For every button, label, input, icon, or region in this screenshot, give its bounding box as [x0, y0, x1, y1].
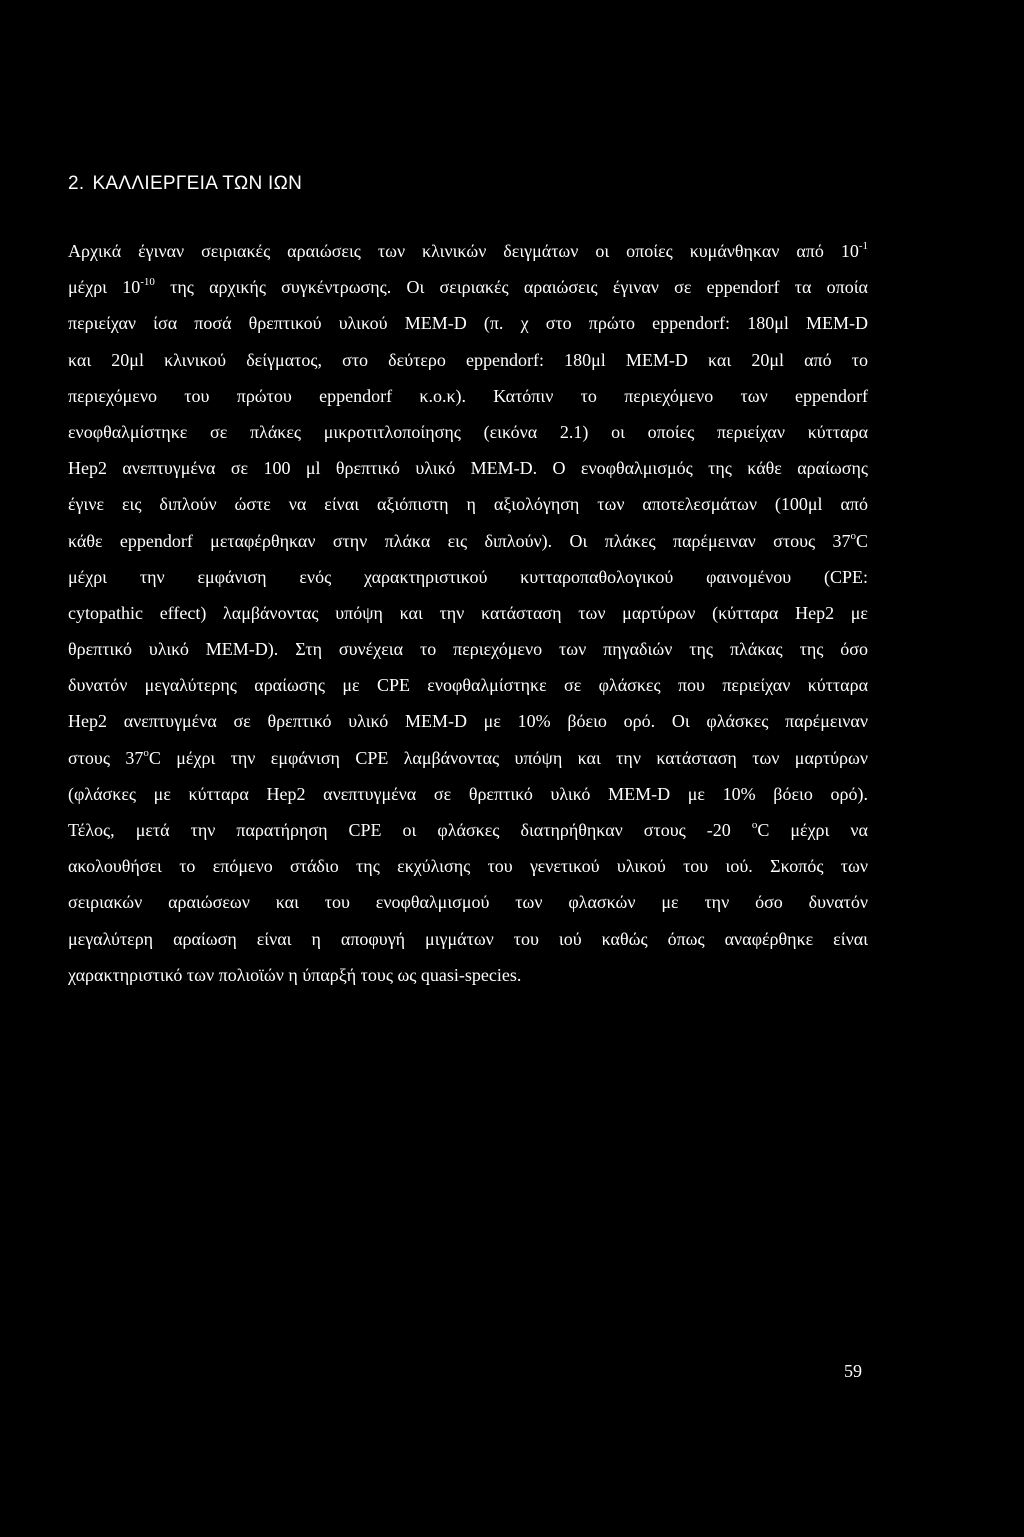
paragraph-line-2-pre: μέχρι 10 — [68, 277, 141, 298]
section-title: ΚΑΛΛΙΕΡΓΕΙΑ ΤΩΝ ΙΩΝ — [92, 173, 303, 194]
section-heading — [68, 173, 302, 195]
paragraph-line-10: μέχρι την εμφάνιση ενός χαρακτηριστικού κυτταροπαθολογικού φαινομένου (CPE: — [68, 566, 868, 587]
exponent-minus-1: -1 — [858, 240, 868, 252]
paragraph-line-1-text: Αρχικά έγιναν σειριακές αραιώσεις των κλινικών δειγμάτων οι οποίες κυμάνθηκαν από 10 — [68, 241, 859, 261]
degree-symbol: o — [751, 819, 758, 831]
paragraph-line-2 — [68, 269, 868, 305]
paragraph-line-12: θρεπτικό υλικό MEM-D). Στη συνέχεια το περιεχόμενο των πηγαδιών της πλάκας της όσο — [68, 639, 868, 660]
paragraph-line-15-post: C μέχρι την εμφάνιση CPE λαμβάνοντας υπόψη και την κατάσταση των μαρτύρων — [148, 747, 868, 768]
paragraph-line-17-post: C μέχρι να — [757, 820, 868, 840]
paragraph-line-11: cytopathic effect) λαμβάνοντας υπόψη και την κατάσταση των μαρτύρων (κύτταρα Hep2 με — [68, 602, 868, 623]
exponent-minus-10: -10 — [140, 276, 155, 289]
paragraph-line-13: δυνατόν μεγαλύτερης αραίωσης με CPE ενοφθαλμίστηκε σε φλάσκες που περιείχαν κύτταρα — [68, 675, 868, 696]
paragraph-line-15 — [68, 740, 868, 776]
paragraph-line-7: Hep2 ανεπτυγμένα σε 100 μl θρεπτικό υλικό MEM-D. Ο ενοφθαλμισμός της κάθε αραίωσης — [68, 458, 868, 479]
paragraph-line-3: περιείχαν ίσα ποσά θρεπτικού υλικού MEM-D (π. χ στο πρώτο eppendorf: 180μl MEM-D — [68, 313, 868, 334]
paragraph-line-2-post: της αρχικής συγκέντρωσης. Οι σειριακές αραιώσεις έγιναν σε eppendorf τα οποία — [154, 277, 868, 298]
section-number: 2. — [68, 173, 85, 194]
paragraph-line-14: Hep2 ανεπτυγμένα σε θρεπτικό υλικό MEM-D με 10% βόειο ορό. Οι φλάσκες παρέμειναν — [68, 711, 868, 732]
paragraph-line-9-pre: κάθε eppendorf μεταφέρθηκαν στην πλάκα εις διπλούν). Οι πλάκες παρέμειναν στους 37 — [68, 530, 851, 551]
paragraph-line-19: σειριακών αραιώσεων και του ενοφθαλμισμού των φλασκών με την όσο δυνατόν — [68, 892, 868, 913]
paragraph-line-18: ακολουθήσει το επόμενο στάδιο της εκχύλισης του γενετικού υλικού του ιού. Σκοπός των — [68, 856, 868, 877]
paragraph-line-21: χαρακτηριστικό των πολιοϊών η ύπαρξή τους ως quasi-species. — [68, 964, 522, 985]
paragraph-line-1 — [68, 233, 868, 269]
body-paragraph — [68, 233, 868, 993]
paragraph-line-4: και 20μl κλινικού δείγματος, στο δεύτερο eppendorf: 180μl MEM-D και 20μl από το — [68, 349, 868, 370]
degree-symbol: o — [143, 746, 149, 759]
paragraph-line-9-post: C — [855, 530, 868, 551]
paragraph-line-9 — [68, 523, 868, 559]
paragraph-line-17-pre: Τέλος, μετά την παρατήρηση CPE οι φλάσκες διατηρήθηκαν στους -20 — [68, 820, 752, 840]
paragraph-line-5: περιεχόμενο του πρώτου eppendorf κ.ο.κ). Κατόπιν το περιεχόμενο των eppendorf — [68, 385, 868, 406]
paragraph-line-17 — [68, 812, 868, 848]
paragraph-line-15-pre: στους 37 — [68, 747, 144, 768]
degree-symbol: o — [850, 529, 856, 542]
paragraph-line-8: έγινε εις διπλούν ώστε να είναι αξιόπιστη η αξιολόγηση των αποτελεσμάτων (100μl από — [68, 494, 868, 515]
paragraph-line-20: μεγαλύτερη αραίωση είναι η αποφυγή μιγμάτων του ιού καθώς όπως αναφέρθηκε είναι — [68, 928, 868, 949]
paragraph-line-6: ενοφθαλμίστηκε σε πλάκες μικροτιτλοποίησης (εικόνα 2.1) οι οποίες περιείχαν κύτταρα — [68, 421, 868, 442]
paragraph-line-16: (φλάσκες με κύτταρα Hep2 ανεπτυγμένα σε θρεπτικό υλικό MEM-D με 10% βόειο ορό). — [68, 783, 868, 804]
page-number: 59 — [844, 1361, 862, 1381]
